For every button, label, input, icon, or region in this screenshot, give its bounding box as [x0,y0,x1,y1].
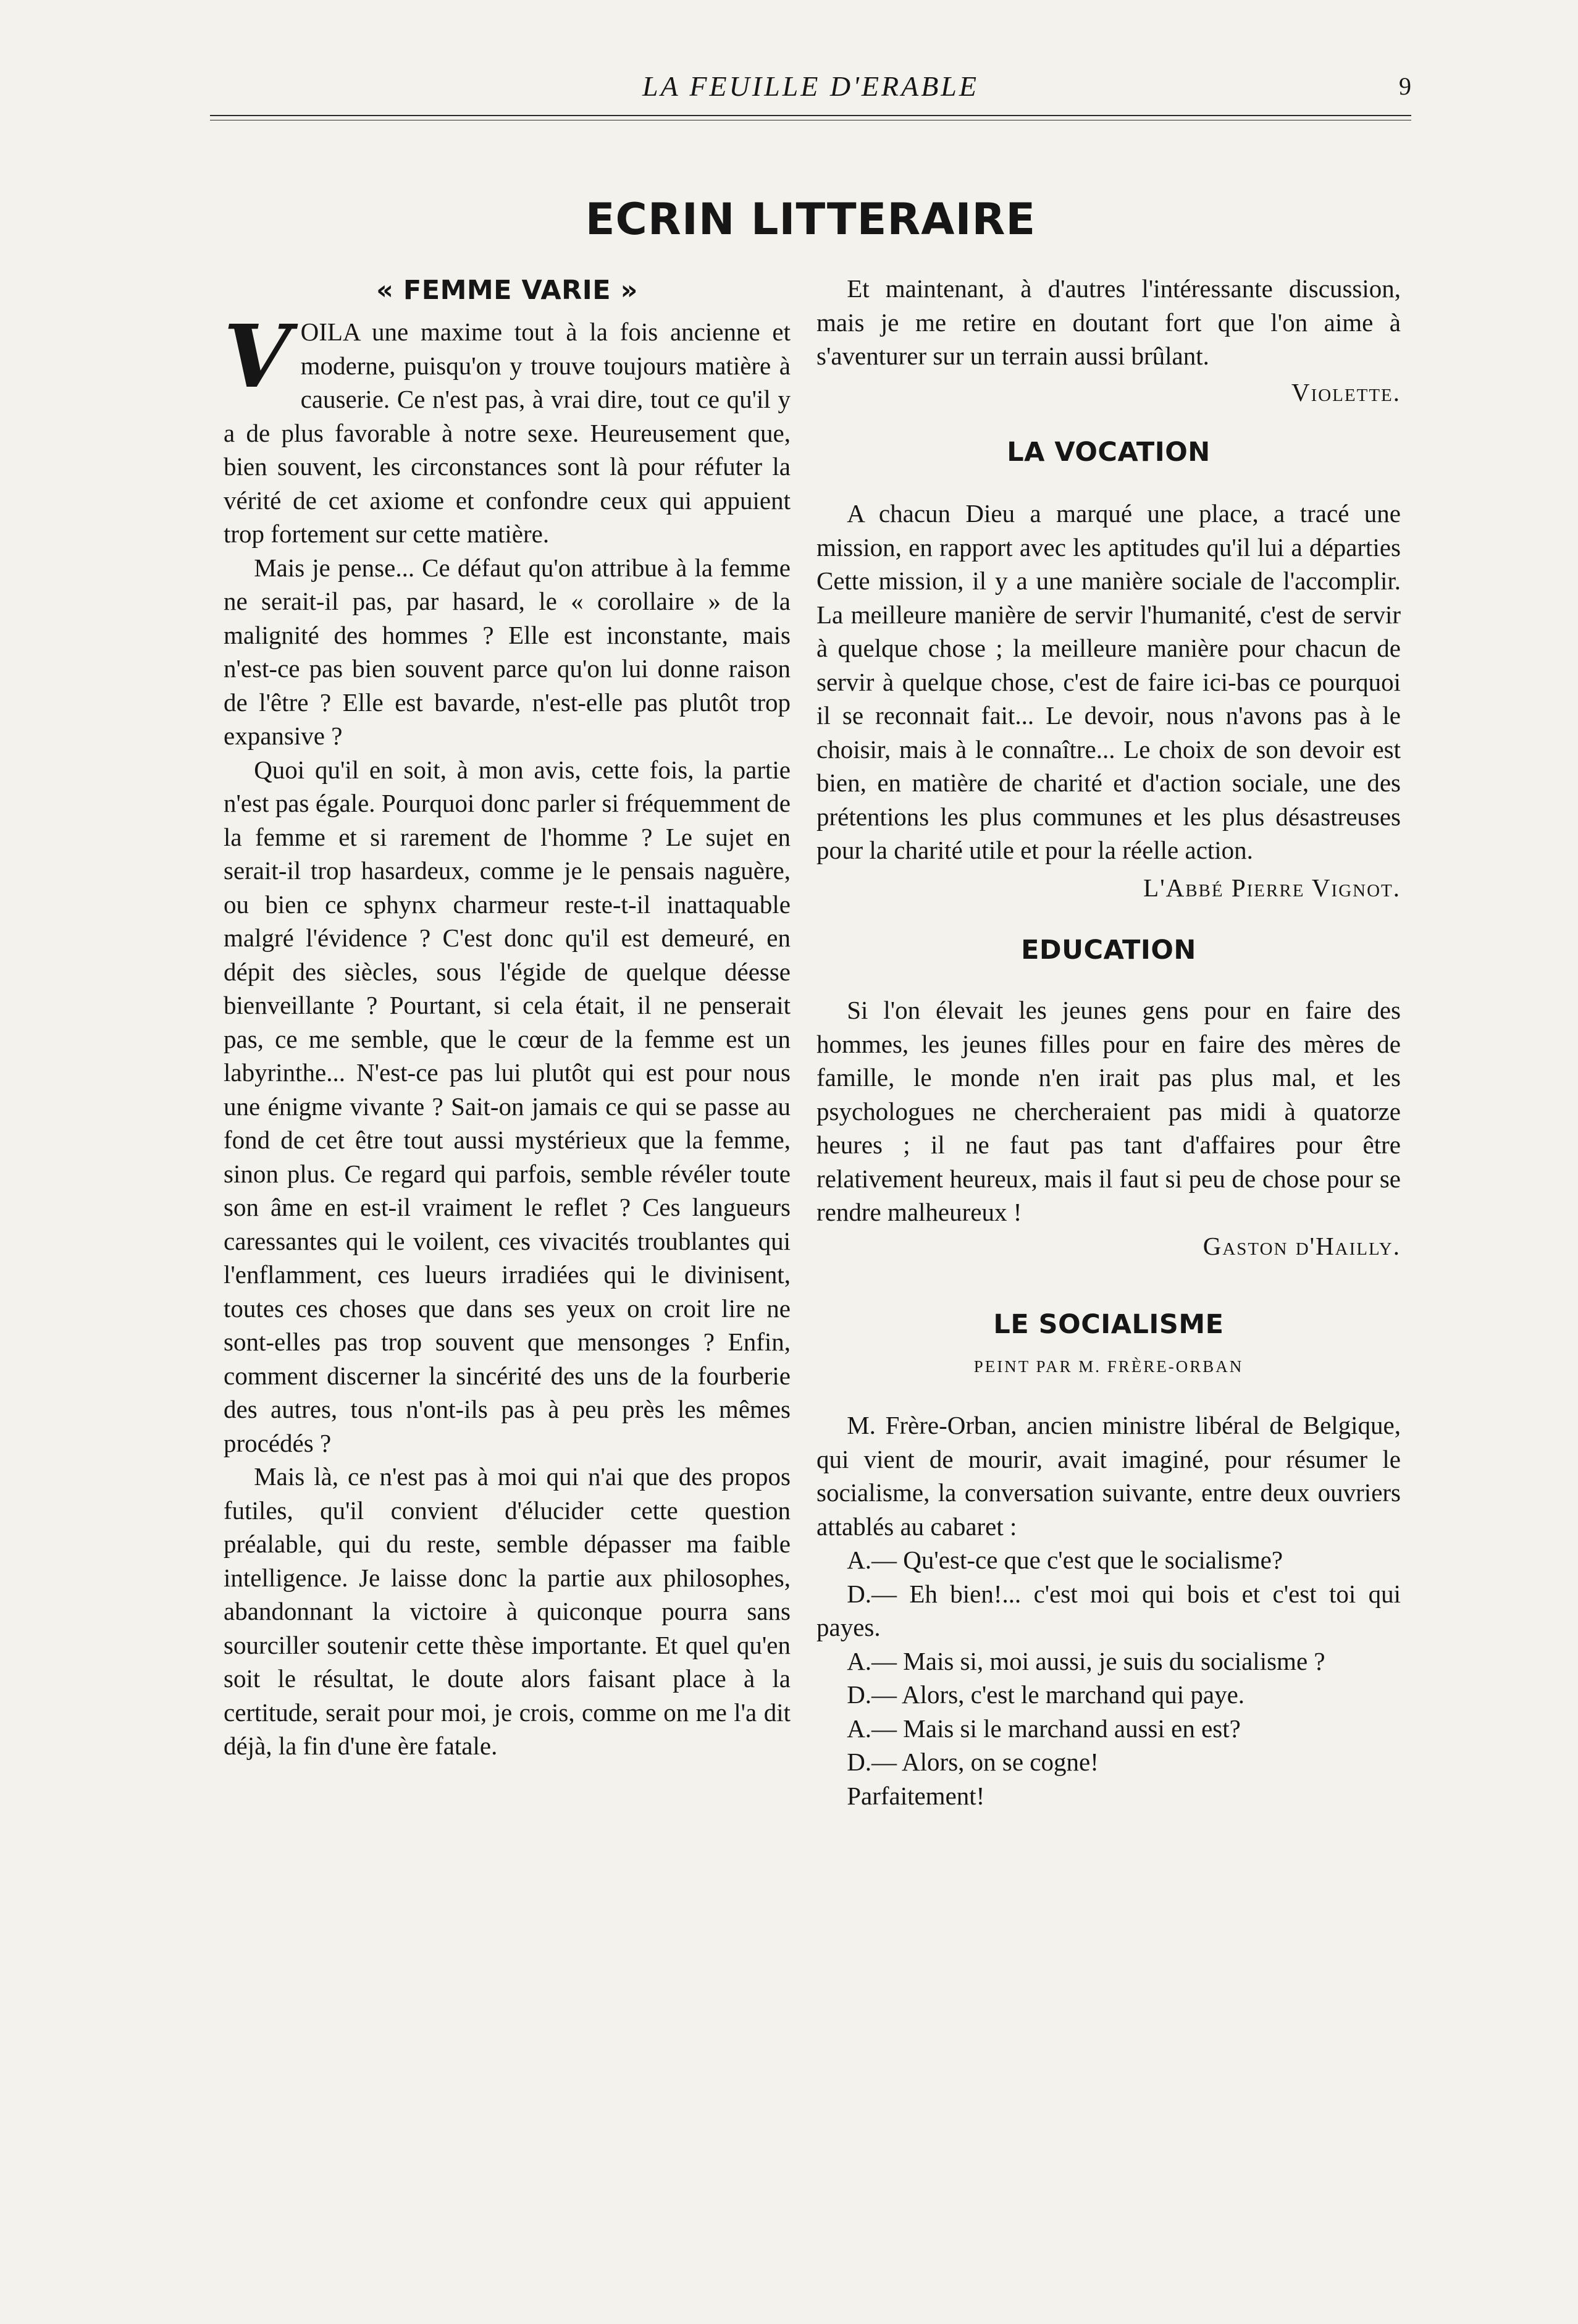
dialogue-line: A.— Qu'est-ce que c'est que le socialisme? [847,1546,1283,1574]
socialisme-dialogue [816,1543,1401,1812]
right-column [816,272,1401,1812]
dialogue-line: D.— Eh bien!... c'est moi qui bois et c'est toi qui payes. [816,1579,1401,1641]
education-text: Si l'on élevait les jeunes gens pour en faire des hommes, les jeunes filles pour en faire des mères de famille, le monde n'en irait pas plus mal, et les psychologues ne chercheraient pas midi à quatorze heures ; il ne faut pas tant d'affaires pour être relativement heureux, mais il faut si peu de chose pour se rendre malheureux ! [816,996,1401,1226]
dialogue-line: A.— Mais si le marchand aussi en est? [847,1714,1241,1743]
socialisme-heading: LE SOCIALISME [993,1309,1224,1340]
education-heading: EDUCATION [1021,935,1196,966]
left-column [224,272,791,1763]
la-vocation-text: A chacun Dieu a marqué une place, a tracé une mission, en rapport avec les aptitudes qu'il lui a départies Cette mission, il y a une manière sociale de l'accomplir. La meilleure manière de servir l'humanité, c'est de servir à quelque chose ; la meilleure manière pour chacun de servir à quelque chose, c'est de faire ici-bas ce pourquoi il se reconnait fait... Le devoir, nous n'avons pas à le choisir, mais à le connaître... Le choix de son devoir est bien, en matière de charité et d'action sociale, une des prétentions les plus communes et les plus désastreuses pour la charité utile et pour la réelle action. [816,499,1401,864]
femme-varie-para-4: Mais là, ce n'est pas à moi qui n'ai que des propos futiles, qu'il convient d'élucider cette question préalable, qui du reste, semble dépasser ma faible intelligence. Je laisse donc la partie aux philosophes, abandonnant la victoire à quiconque pourra sans sourciller soutenir cette thèse importante. Et quel qu'en soit le résultat, le doute alors faisant place à la certitude, serait pour moi, je crois, comme on me l'a dit déjà, la fin d'une ère fatale. [224,1462,791,1760]
femme-varie-para-5: Et maintenant, à d'autres l'intéressante discussion, mais je me retire en doutant fort que l'on aime à s'aventurer sur un terrain aussi brûlant. [816,274,1401,370]
header-rule [210,115,1411,116]
page-number: 9 [1399,72,1411,100]
signature-violette: Violette. [1291,377,1401,406]
dialogue-line: D.— Alors, c'est le marchand qui paye. [847,1680,1245,1709]
drop-cap-letter: V [224,306,291,408]
signature-vignot: L'Abbé Pierre Vignot. [1143,873,1401,902]
socialisme-subheading: PEINT PAR M. FRÈRE-ORBAN [973,1357,1244,1376]
la-vocation-heading: LA VOCATION [1007,437,1211,468]
dialogue-line: D.— Alors, on se cogne! [847,1748,1099,1776]
page-title: ECRIN LITTERAIRE [585,194,1036,245]
journal-title: LA FEUILLE D'ERABLE [642,70,979,102]
femme-varie-para-2: Mais je pense... Ce défaut qu'on attribue à la femme ne serait-il pas, par hasard, le « corollaire » de la malignité des hommes ? Elle est inconstante, mais n'est-ce pas bien souvent parce qu'on lui donne raison de l'être ? Elle est bavarde, n'est-elle pas plutôt trop expansive ? [224,553,791,750]
dialogue-line: A.— Mais si, moi aussi, je suis du socialisme ? [847,1646,1325,1675]
running-head [210,68,1411,111]
socialisme-intro: M. Frère-Orban, ancien ministre libéral de Belgique, qui vient de mourir, avait imaginé, pour résumer le socialisme, la conversation suivante, entre deux ouvriers attablés au cabaret : [816,1411,1401,1541]
signature-hailly: Gaston d'Hailly. [1202,1231,1401,1260]
femme-varie-heading: « FEMME VARIE » [376,275,638,306]
femme-varie-para-3: Quoi qu'il en soit, à mon avis, cette fois, la partie n'est pas égale. Pourquoi donc parler si fréquemment de la femme et si rarement de l'homme ? Le sujet en serait-il trop hasardeux, comme je le pensais naguère, ou bien ce sphynx charmeur reste-t-il inattaquable malgré l'évidence ? C'est donc qu'il est demeuré, en dépit des siècles, sous l'égide de quelque déesse bienveillante ? Pourtant, si cela était, il ne penserait pas, ce me semble, que le cœur de la femme est un labyrinthe... N'est-ce pas lui plutôt qui est pour nous une énigme vivante ? Sait-on jamais ce qui se passe au fond de cet être tout aussi mystérieux que la femme, sinon plus. Ce regard qui parfois, semble révéler toute son âme en est-il vraiment le reflet ? Ces langueurs caressantes qui le voilent, ces vivacités troublantes qui l'enflamment, ces lueurs irradiées qui le divinisent, toutes ces choses que dans ses yeux on croit lire ne sont-elles pas trop souvent que mensonges ? Enfin, comment discerner la sincérité des uns de la fourberie des autres, tous n'ont-ils pas à peu près les mêmes procédés ? [224,755,791,1457]
femme-varie-para-1-text: OILA une maxime tout à la fois ancienne et moderne, puisqu'on y trouve toujours matière à causerie. Ce n'est pas, à vrai dire, tout ce qu'il y a de plus favorable à notre sexe. Heureusement que, bien souvent, les circonstances sont là pour réfuter la vérité de cet axiome et confondre ceux qui appuient trop fortement sur cette matière. [224,318,791,548]
dialogue-line: Parfaitement! [847,1781,985,1810]
femme-varie-para-1 [224,306,791,551]
